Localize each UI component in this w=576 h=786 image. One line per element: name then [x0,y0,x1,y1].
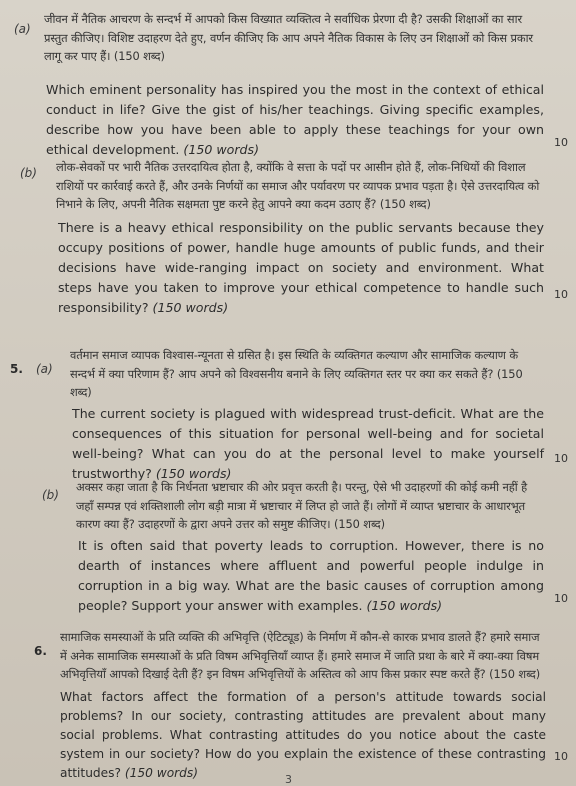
question-hindi-text: लोक-सेवकों पर भारी नैतिक उत्तरदायित्व होता है, क्योंकि वे सत्ता के पदों पर आसीन होते हैं, लोक-निधियों की विशाल राशियों पर कार्रवाई करते हैं, और उनके निर्णयों का समाज और पर्यावरण पर व्यापक प्रभाव पड़ता है। ऐसे उत्तरदायित्व को निभाने के लिए, अपनी नैतिक सक्षमता पुष्ट करने हेतु आपने क्या कदम उठाए हैं? (150 शब्द) [56,160,540,211]
question-number: 6. [34,644,47,658]
question-label: (b) [20,166,37,180]
question-english-text [60,688,546,783]
question-english-body: What factors affect the formation of a person's attitude towards social problems? In our society, contrasting attitudes are prevalent about many social problems. What contrasting attitudes do you notice about the caste system in our society? How do you explain the existence of these contrasting attitudes? [60,690,546,780]
question-label: (a) [14,22,31,36]
word-limit: (150 words) [366,598,443,613]
marks: 10 [554,288,568,301]
word-limit: (150 words) [124,766,199,780]
marks: 10 [554,452,568,465]
word-limit: (150 words) [155,466,232,481]
question-english-body: There is a heavy ethical responsibility on the public servants because they occupy positions of power, handle huge amounts of public funds, and their decisions have wide-ranging impact on society and environment. What steps have you taken to improve your ethical competence to handle such responsibility? [58,220,544,315]
question-english-body: It is often said that poverty leads to corruption. However, there is no dearth of instances where affluent and powerful people indulge in corruption in a big way. What are the basic causes of corruption among people? Support your answer with examples. [78,538,544,613]
word-limit: (150 words) [183,142,260,157]
question-english-body: Which eminent personality has inspired you the most in the context of ethical conduct in life? Give the gist of his/her teachings. Giving specific examples, describe how you have been able to apply these teachings for your own ethical development. [46,82,544,157]
question-hindi-text: वर्तमान समाज व्यापक विश्वास-न्यूनता से ग्रसित है। इस स्थिति के व्यक्तिगत कल्याण और सामाजिक कल्याण के सन्दर्भ में क्या परिणाम हैं? आप अपने को विश्वसनीय बनाने के लिए व्यक्तिगत स्तर पर क्या कर सकते हैं? (150 शब्द) [70,348,523,399]
word-limit: (150 words) [152,300,229,315]
question-hindi-text: जीवन में नैतिक आचरण के सन्दर्भ में आपको किस विख्यात व्यक्तित्व ने सर्वाधिक प्रेरणा दी है? उसकी शिक्षाओं का सार प्रस्तुत कीजिए। विशिष्ट उदाहरण देते हुए, वर्णन कीजिए कि आप अपने नैतिक विकास के लिए उन शिक्षाओं को किस प्रकार लागू कर पाए हैं। (150 शब्द) [44,12,533,63]
question-english-text [78,536,544,616]
question-number: 5. [10,362,23,376]
question-english-text [46,80,544,160]
question-english-text [72,404,544,484]
question-english-text [58,218,544,318]
page-number: 3 [285,773,292,786]
question-label: (b) [42,488,59,502]
question-label: (a) [36,362,53,376]
question-hindi-text: सामाजिक समस्याओं के प्रति व्यक्ति की अभिवृत्ति (ऐटिट्यूड) के निर्माण में कौन-से कारक प्रभाव डालते हैं? हमारे समाज में अनेक सामाजिक समस्याओं के प्रति विषम अभिवृत्तियाँ व्याप्त हैं। हमारे समाज में जाति प्रथा के बारे में क्या-क्या विषम अभिवृत्तियाँ आपको दिखाई देती हैं? इन विषम अभिवृत्तियों के अस्तित्व को आप किस प्रकार स्पष्ट करते हैं? (150 शब्द) [60,630,541,681]
question-hindi-text: अक्सर कहा जाता है कि निर्धनता भ्रष्टाचार की ओर प्रवृत्त करती है। परन्तु, ऐसे भी उदाहरणों की कोई कमी नहीं है जहाँ सम्पन्न एवं शक्तिशाली लोग बड़ी मात्रा में भ्रष्टाचार में लिप्त हो जाते हैं। लोगों में व्याप्त भ्रष्टाचार के आधारभूत कारण क्या हैं? उदाहरणों के द्वारा अपने उत्तर को समुष्ट कीजिए। (150 शब्द) [76,480,528,531]
marks: 10 [554,136,568,149]
marks: 10 [554,750,568,763]
question-english-body: The current society is plagued with widespread trust-deficit. What are the consequences of this situation for personal well-being and for societal well-being? What can you do at the personal level to make yourself trustworthy? [72,406,544,481]
marks: 10 [554,592,568,605]
